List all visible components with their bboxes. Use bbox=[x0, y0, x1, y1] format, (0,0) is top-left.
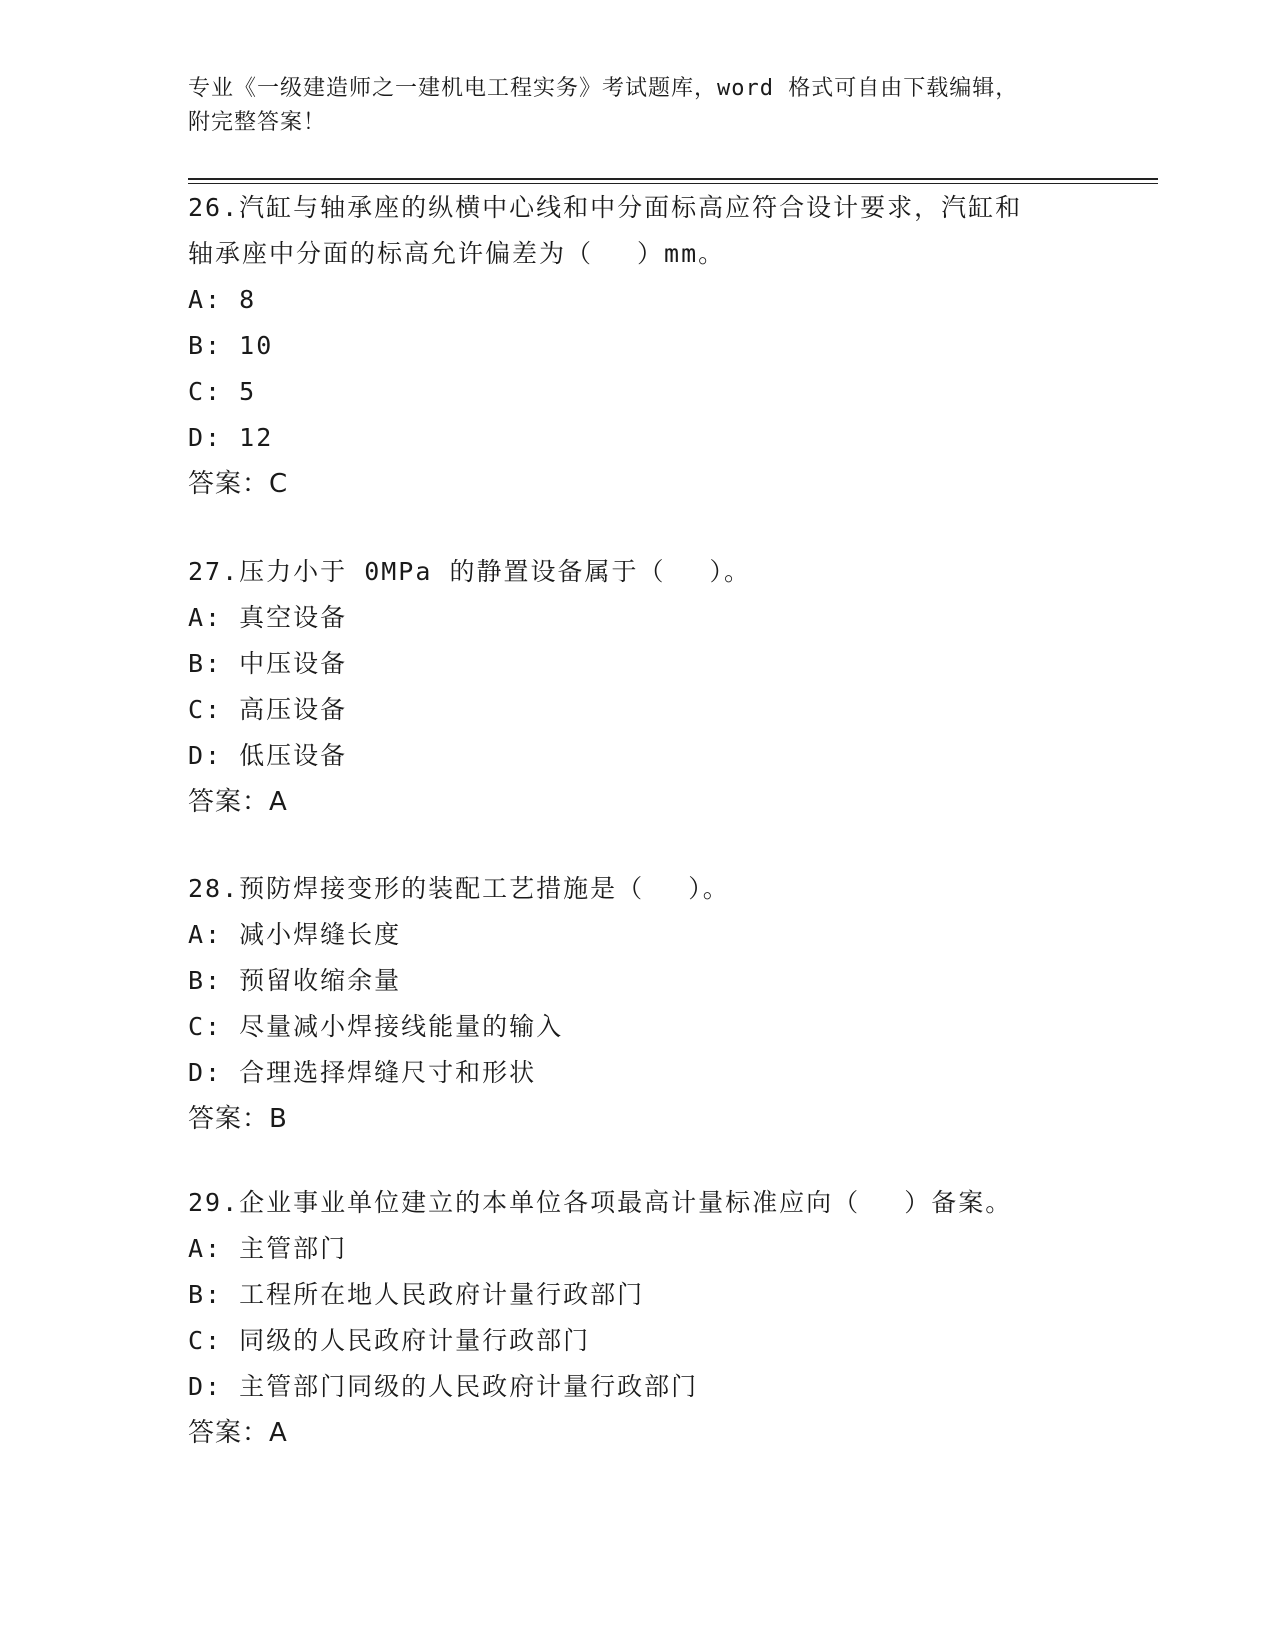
question-stem-continued: 轴承座中分面的标高允许偏差为（ ）mm。 bbox=[188, 239, 726, 268]
header-divider-thick bbox=[188, 178, 1158, 180]
header-line-2: 附完整答案！ bbox=[188, 110, 327, 135]
option-d: D: 低压设备 bbox=[188, 741, 348, 770]
option-a: A: 减小焊缝长度 bbox=[188, 920, 402, 949]
option-c: C: 同级的人民政府计量行政部门 bbox=[188, 1326, 591, 1355]
option-a: A: 主管部门 bbox=[188, 1234, 348, 1263]
question-29 bbox=[188, 1180, 1088, 1456]
header-line-1: 专业《一级建造师之一建机电工程实务》考试题库，word 格式可自由下载编辑， bbox=[188, 76, 1019, 101]
header-divider-thin bbox=[188, 183, 1158, 184]
option-b: B: 中压设备 bbox=[188, 649, 348, 678]
option-d: D: 主管部门同级的人民政府计量行政部门 bbox=[188, 1372, 699, 1401]
question-stem: 26.汽缸与轴承座的纵横中心线和中分面标高应符合设计要求，汽缸和 bbox=[188, 193, 1023, 222]
option-c: C: 尽量减小焊接线能量的输入 bbox=[188, 1012, 564, 1041]
question-26 bbox=[188, 185, 1088, 507]
answer: 答案：A bbox=[188, 787, 288, 817]
option-a: A: 8 bbox=[188, 285, 257, 314]
option-c: C: 5 bbox=[188, 377, 257, 406]
answer: 答案：C bbox=[188, 469, 289, 499]
option-c: C: 高压设备 bbox=[188, 695, 348, 724]
option-d: D: 12 bbox=[188, 423, 274, 452]
question-stem: 29.企业事业单位建立的本单位各项最高计量标准应向（ ）备案。 bbox=[188, 1188, 1013, 1217]
option-b: B: 预留收缩余量 bbox=[188, 966, 402, 995]
question-28 bbox=[188, 866, 1088, 1142]
question-27 bbox=[188, 549, 1088, 825]
option-a: A: 真空设备 bbox=[188, 603, 348, 632]
question-stem: 27.压力小于 0MPa 的静置设备属于（ ）。 bbox=[188, 557, 752, 586]
option-b: B: 10 bbox=[188, 331, 274, 360]
option-b: B: 工程所在地人民政府计量行政部门 bbox=[188, 1280, 645, 1309]
option-d: D: 合理选择焊缝尺寸和形状 bbox=[188, 1058, 537, 1087]
answer: 答案：B bbox=[188, 1104, 288, 1134]
answer: 答案：A bbox=[188, 1418, 288, 1448]
question-stem: 28.预防焊接变形的装配工艺措施是（ ）。 bbox=[188, 874, 730, 903]
document-header bbox=[188, 72, 1068, 140]
